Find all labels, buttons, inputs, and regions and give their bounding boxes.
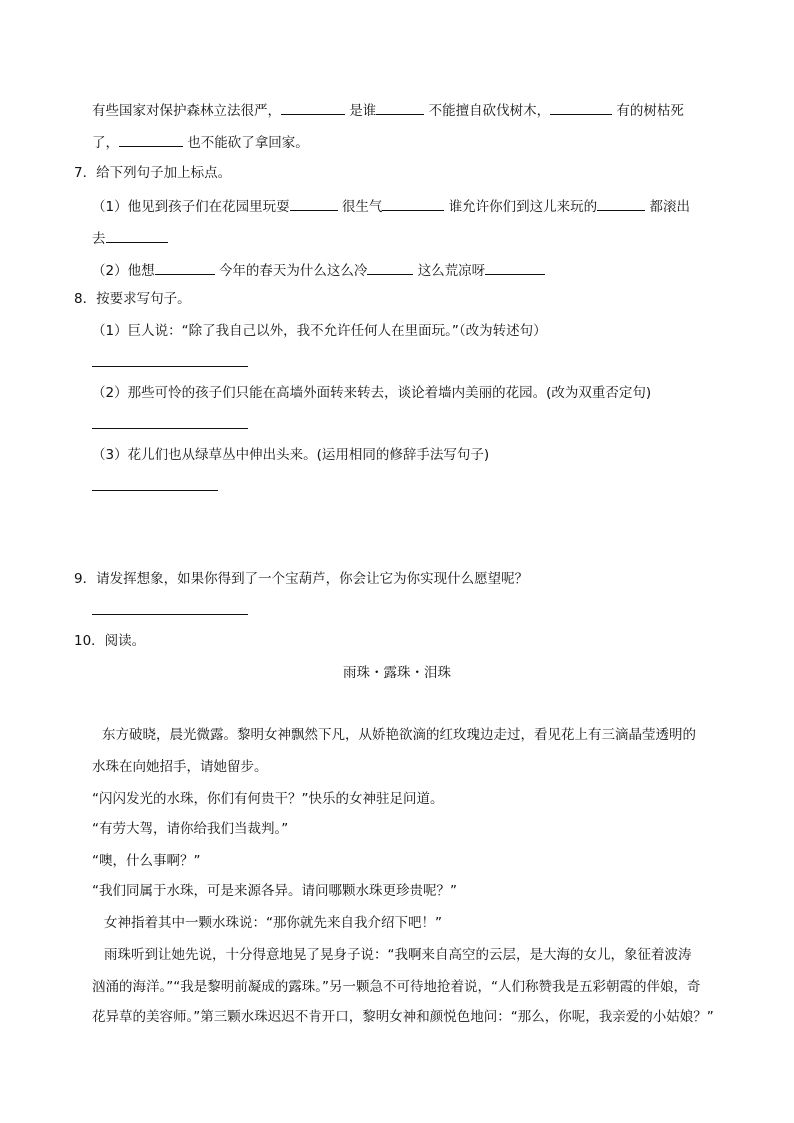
blank[interactable]: [119, 132, 183, 147]
passage-para-3: “有劳大驾，请你给我们当裁判。”: [92, 821, 289, 837]
blank[interactable]: [382, 196, 444, 211]
q7-sentence-2: （2）他想 今年的春天为什么这么冷 这么荒凉呀: [92, 260, 545, 280]
passage-para-7a: 雨珠听到让她先说，十分得意地晃了晃身子说：“我啊来自高空的云层，是大海的女儿，象征着波涛: [104, 947, 692, 963]
blank[interactable]: [367, 260, 413, 275]
blank[interactable]: [550, 100, 612, 115]
q8-item-1: （1）巨人说：“除了我自己以外，我不允许任何人在里面玩。”（改为转述句）: [92, 323, 547, 339]
q9-label: 9．请发挥想象，如果你得到了一个宝葫芦，你会让它为你实现什么愿望呢？: [74, 571, 529, 587]
q10-label: 10．阅读。: [74, 633, 146, 649]
q8-item-3: （3）花儿们也从绿草丛中伸出头来。(运用相同的修辞手法写句子): [92, 447, 490, 463]
passage-para-4: “噢，什么事啊？”: [92, 853, 201, 869]
q8-label: 8．按要求写句子。: [74, 291, 191, 307]
blank[interactable]: [376, 100, 424, 115]
answer-line[interactable]: [92, 614, 248, 615]
blank[interactable]: [597, 196, 645, 211]
blank[interactable]: [106, 228, 168, 243]
passage-para-7b: 汹涌的海洋。”“我是黎明前凝成的露珠。”另一颗急不可待地抢着说，“人们称赞我是五彩朝霞的伴娘，奇: [92, 979, 701, 995]
q7-label: 7．给下列句子加上标点。: [74, 165, 232, 181]
passage-para-2: “闪闪发光的水珠，你们有何贵干？”快乐的女神驻足问道。: [92, 791, 444, 807]
q7-sentence-1b: 去: [92, 228, 168, 248]
passage-para-7c: 花异草的美容师。”第三颗水珠迟迟不肯开口，黎明女神和颜悦色地问：“那么，你呢，我亲爱的小姑娘？”: [92, 1009, 714, 1025]
q8-item-2: （2）那些可怜的孩子们只能在高墙外面转来转去，谈论着墙内美丽的花园。(改为双重否定句): [92, 385, 652, 401]
passage-para-1a: 东方破晓，晨光微露。黎明女神飘然下凡，从娇艳欲滴的红玫瑰边走过，看见花上有三滴晶莹透明的: [102, 727, 696, 743]
blank[interactable]: [281, 100, 345, 115]
passage-para-1b: 水珠在向她招手，请她留步。: [92, 759, 268, 775]
blank[interactable]: [485, 260, 545, 275]
blank[interactable]: [290, 196, 338, 211]
passage-para-6: 女神指着其中一颗水珠说：“那你就先来自我介绍下吧！”: [104, 915, 442, 931]
answer-line[interactable]: [92, 490, 218, 491]
blank[interactable]: [155, 260, 215, 275]
answer-line[interactable]: [92, 428, 248, 429]
q7-sentence-1: （1）他见到孩子们在花园里玩耍 很生气 谁允许你们到这儿来玩的 都滚出: [92, 196, 690, 216]
passage-title: 雨珠・露珠・泪珠: [343, 665, 451, 681]
answer-line[interactable]: [92, 366, 248, 367]
q6-line-1: 有些国家对保护森林立法很严， 是谁 不能擅自砍伐树木， 有的树枯死: [92, 100, 684, 120]
passage-para-5: “我们同属于水珠，可是来源各异。请问哪颗水珠更珍贵呢？”: [92, 883, 457, 899]
q6-line-2: 了， 也不能砍了拿回家。: [92, 132, 309, 152]
